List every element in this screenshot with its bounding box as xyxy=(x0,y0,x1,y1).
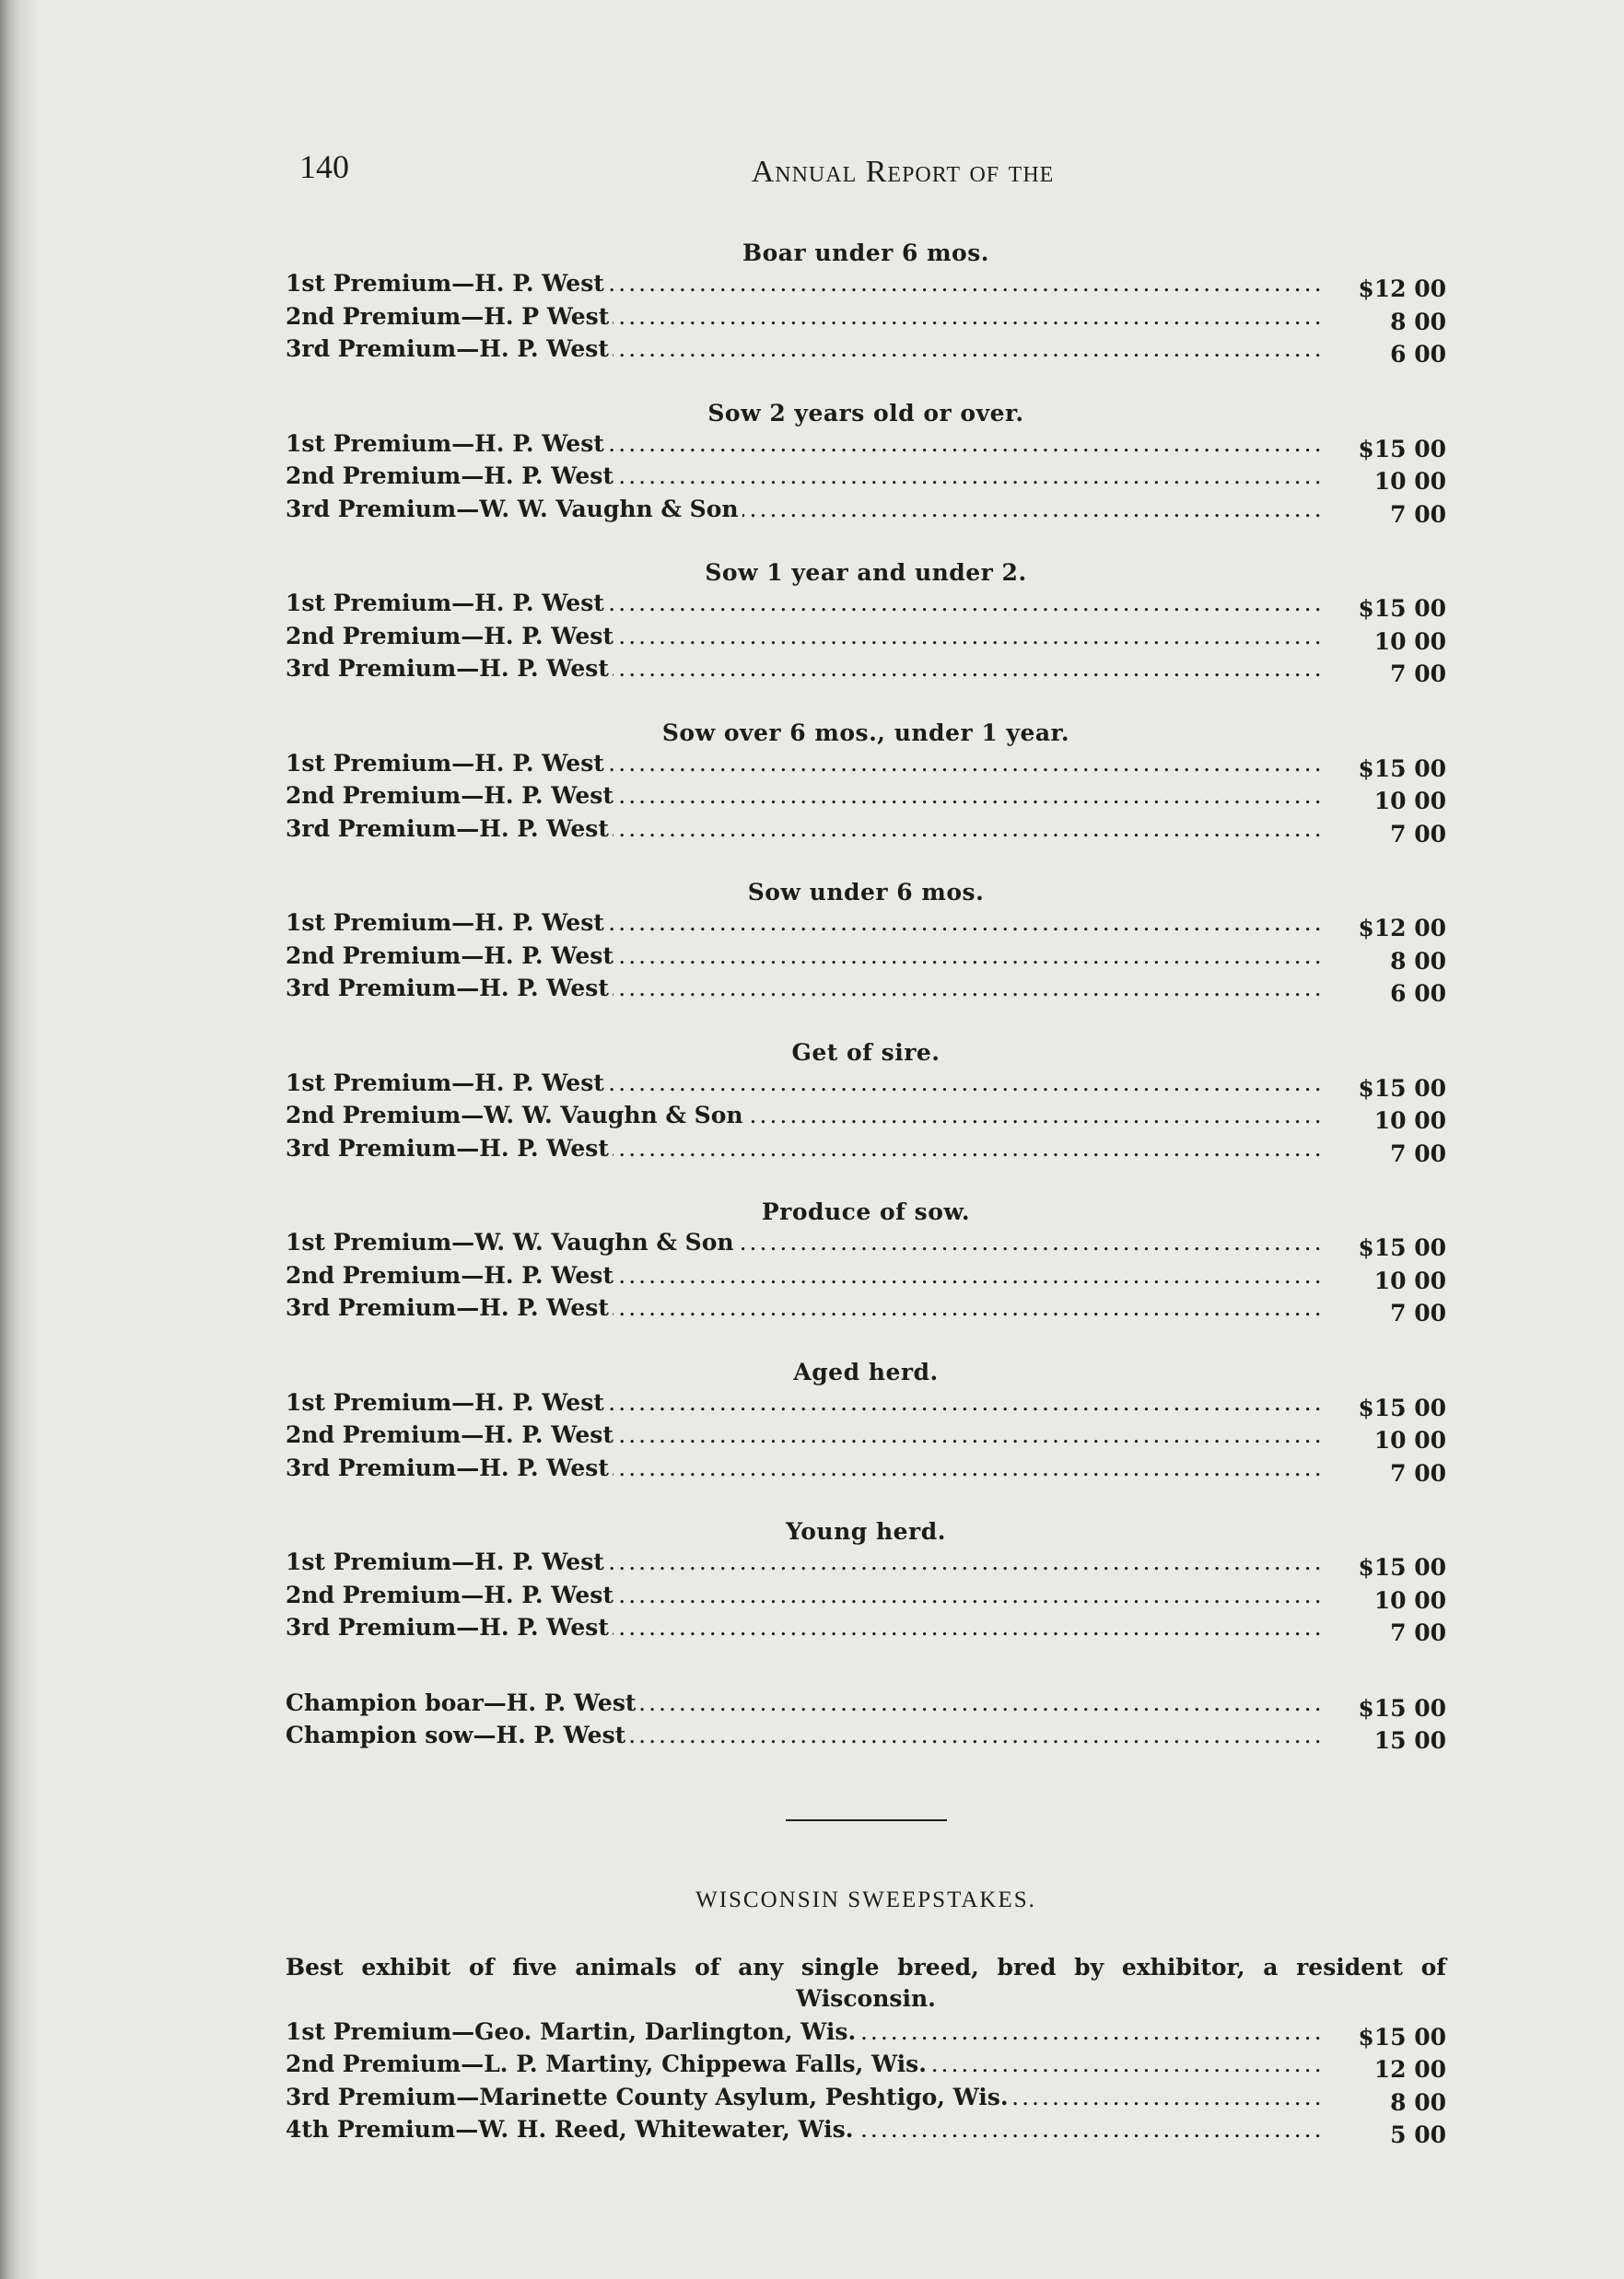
section-divider xyxy=(786,1819,947,1821)
premium-entry-text: 3rd Premium—H. P. West xyxy=(286,1294,613,1321)
premium-row xyxy=(286,2051,1446,2084)
premium-sections xyxy=(286,240,1446,1755)
premium-entry xyxy=(286,1549,1326,1575)
section-title: Get of sire. xyxy=(791,1038,941,1066)
premium-amount: $15 00 xyxy=(1358,1234,1446,1261)
premium-entry-text: 3rd Premium—H. P. West xyxy=(286,975,613,1001)
premium-entry xyxy=(286,590,1326,616)
premium-entry xyxy=(286,655,1326,682)
premium-amount: 10 00 xyxy=(1373,1107,1446,1134)
premium-amount: 7 00 xyxy=(1390,1459,1446,1487)
premium-row xyxy=(286,750,1446,783)
page-number: 140 xyxy=(299,148,349,185)
running-head xyxy=(286,138,1446,193)
premium-entry-text: 1st Premium—H. P. West xyxy=(286,270,608,297)
premium-entry xyxy=(286,270,1326,297)
premium-entry-text: 3rd Premium—H. P. West xyxy=(286,335,613,362)
premium-amount: 7 00 xyxy=(1390,1140,1446,1167)
premium-amount: $15 00 xyxy=(1358,1694,1446,1722)
premium-row xyxy=(286,430,1446,463)
running-title: Annual Report of the xyxy=(751,155,1055,189)
premium-amount: 8 00 xyxy=(1390,2088,1446,2116)
premium-entry-text: 1st Premium—H. P. West xyxy=(286,1549,608,1575)
premium-entry xyxy=(286,1689,1326,1716)
premium-row xyxy=(286,909,1446,942)
section-title: Produce of sow. xyxy=(761,1198,971,1225)
premium-entry xyxy=(286,909,1326,936)
section-title: Sow 2 years old or over. xyxy=(707,399,1024,427)
premium-section xyxy=(286,719,1446,848)
section-title: Sow over 6 mos., under 1 year. xyxy=(661,719,1070,746)
premium-entry xyxy=(286,1421,1326,1448)
premium-amount: 7 00 xyxy=(1390,500,1446,528)
premium-row xyxy=(286,1262,1446,1295)
premium-amount: $15 00 xyxy=(1358,1394,1446,1421)
premium-amount: 7 00 xyxy=(1390,1619,1446,1646)
premium-amount: 15 00 xyxy=(1373,1727,1446,1754)
premium-row xyxy=(286,270,1446,303)
premium-amount: 6 00 xyxy=(1390,341,1446,368)
premium-entry-text: 3rd Premium—H. P. West xyxy=(286,1135,613,1162)
premium-row xyxy=(286,1722,1446,1755)
premium-row xyxy=(286,1135,1446,1168)
premium-entry-text: 2nd Premium—H. P. West xyxy=(286,623,617,649)
premium-amount: 10 00 xyxy=(1373,1427,1446,1454)
premium-entry xyxy=(286,942,1326,969)
premium-section xyxy=(286,1359,1446,1488)
premium-entry-text: 3rd Premium—Marinette County Asylum, Peshtigo, Wis. xyxy=(286,2084,1012,2110)
premium-entry xyxy=(286,303,1326,330)
premium-section xyxy=(286,559,1446,688)
premium-amount: $15 00 xyxy=(1358,1554,1446,1581)
premium-entry xyxy=(286,1262,1326,1289)
premium-row xyxy=(286,1582,1446,1615)
premium-entry xyxy=(286,1614,1326,1641)
premium-row xyxy=(286,590,1446,623)
premium-entry-text: Champion sow—H. P. West xyxy=(286,1722,629,1748)
premium-entry xyxy=(286,750,1326,777)
premium-amount: $15 00 xyxy=(1358,595,1446,622)
sweepstakes-premium-list xyxy=(286,2018,1446,2149)
premium-entry-text: 1st Premium—W. W. Vaughn & Son xyxy=(286,1229,738,1256)
premium-entry xyxy=(286,1455,1326,1481)
premium-row xyxy=(286,2116,1446,2149)
premium-row xyxy=(286,623,1446,656)
premium-section xyxy=(286,400,1446,529)
premium-entry-text: 2nd Premium—H. P. West xyxy=(286,462,617,489)
premium-amount: 8 00 xyxy=(1390,947,1446,975)
premium-row xyxy=(286,496,1446,529)
premium-section xyxy=(286,1198,1446,1327)
premium-amount: 6 00 xyxy=(1390,980,1446,1007)
premium-row xyxy=(286,1294,1446,1327)
premium-entry-text: 1st Premium—H. P. West xyxy=(286,750,608,777)
premium-amount: 10 00 xyxy=(1373,627,1446,655)
premium-amount: $15 00 xyxy=(1358,435,1446,462)
premium-entry xyxy=(286,2051,1326,2077)
premium-entry xyxy=(286,2116,1326,2143)
premium-row xyxy=(286,1689,1446,1723)
premium-section xyxy=(286,1689,1446,1755)
premium-section xyxy=(286,240,1446,368)
sweepstakes-title: WISCONSIN SWEEPSTAKES. xyxy=(695,1887,1036,1912)
premium-entry-text: 1st Premium—H. P. West xyxy=(286,1069,608,1096)
premium-entry-text: 2nd Premium—H. P. West xyxy=(286,782,617,809)
premium-amount: 10 00 xyxy=(1373,468,1446,495)
premium-row xyxy=(286,1421,1446,1455)
premium-entry xyxy=(286,815,1326,842)
premium-section xyxy=(286,1039,1446,1168)
premium-row xyxy=(286,1389,1446,1422)
premium-entry-text: 4th Premium—W. H. Reed, Whitewater, Wis. xyxy=(286,2116,857,2143)
premium-row xyxy=(286,782,1446,815)
document-page xyxy=(286,138,1446,2149)
premium-entry xyxy=(286,2018,1326,2045)
premium-entry-text: 2nd Premium—W. W. Vaughn & Son xyxy=(286,1102,747,1128)
section-title: Young herd. xyxy=(786,1518,946,1545)
premium-entry xyxy=(286,1582,1326,1608)
premium-entry-text: 1st Premium—H. P. West xyxy=(286,909,608,936)
premium-entry xyxy=(286,623,1326,649)
premium-entry xyxy=(286,430,1326,457)
premium-amount: 10 00 xyxy=(1373,1586,1446,1614)
premium-row xyxy=(286,975,1446,1008)
premium-amount: 12 00 xyxy=(1373,2056,1446,2083)
premium-entry xyxy=(286,1722,1326,1748)
premium-row xyxy=(286,1455,1446,1488)
premium-entry xyxy=(286,1102,1326,1128)
premium-entry xyxy=(286,1229,1326,1256)
premium-row xyxy=(286,2084,1446,2117)
premium-entry xyxy=(286,975,1326,1001)
premium-entry xyxy=(286,462,1326,489)
premium-row xyxy=(286,1069,1446,1103)
premium-entry-text: 2nd Premium—L. P. Martiny, Chippewa Falls, Wis. xyxy=(286,2051,930,2077)
premium-entry-text: 2nd Premium—H. P. West xyxy=(286,1262,617,1289)
premium-amount: 10 00 xyxy=(1373,788,1446,814)
premium-row xyxy=(286,2018,1446,2051)
premium-amount: $12 00 xyxy=(1358,915,1446,941)
premium-row xyxy=(286,1102,1446,1135)
premium-entry-text: 3rd Premium—H. P. West xyxy=(286,815,613,842)
premium-row xyxy=(286,1614,1446,1647)
premium-entry-text: 1st Premium—Geo. Martin, Darlington, Wis. xyxy=(286,2018,859,2045)
premium-row xyxy=(286,942,1446,976)
premium-row xyxy=(286,655,1446,688)
section-title: Sow under 6 mos. xyxy=(747,879,985,906)
premium-section xyxy=(286,1518,1446,1647)
premium-amount: $15 00 xyxy=(1358,2023,1446,2051)
premium-entry-text: 2nd Premium—H. P. West xyxy=(286,1421,617,1448)
premium-entry xyxy=(286,1389,1326,1416)
premium-row xyxy=(286,815,1446,848)
premium-row xyxy=(286,1549,1446,1582)
premium-amount: 7 00 xyxy=(1390,1300,1446,1326)
premium-entry-text: 3rd Premium—W. W. Vaughn & Son xyxy=(286,496,742,522)
premium-row xyxy=(286,1229,1446,1262)
section-title: Boar under 6 mos. xyxy=(742,240,989,266)
premium-entry xyxy=(286,496,1326,522)
premium-entry-text: 3rd Premium—H. P. West xyxy=(286,655,613,682)
premium-entry-text: 1st Premium—H. P. West xyxy=(286,590,608,616)
premium-entry-text: 2nd Premium—H. P. West xyxy=(286,1582,617,1608)
premium-amount: 7 00 xyxy=(1390,820,1446,847)
premium-entry-text: 2nd Premium—H. P West xyxy=(286,303,613,330)
premium-entry xyxy=(286,335,1326,362)
premium-entry-text: 2nd Premium—H. P. West xyxy=(286,942,617,969)
premium-entry xyxy=(286,782,1326,809)
premium-row xyxy=(286,335,1446,368)
premium-amount: 7 00 xyxy=(1390,660,1446,687)
sweepstakes-description: Best exhibit of five animals of any single breed, bred by exhibitor, a resident of Wisconsin. xyxy=(286,1953,1446,2012)
premium-entry-text: 3rd Premium—H. P. West xyxy=(286,1455,613,1481)
premium-row xyxy=(286,303,1446,336)
premium-amount: $15 00 xyxy=(1358,1074,1446,1102)
premium-amount: $12 00 xyxy=(1358,275,1446,302)
premium-entry-text: 3rd Premium—H. P. West xyxy=(286,1614,613,1641)
premium-amount: 10 00 xyxy=(1373,1267,1446,1294)
premium-amount: 5 00 xyxy=(1390,2121,1446,2148)
premium-entry xyxy=(286,1069,1326,1096)
premium-section xyxy=(286,879,1446,1008)
premium-entry xyxy=(286,1135,1326,1162)
premium-entry xyxy=(286,2084,1326,2110)
premium-row xyxy=(286,462,1446,496)
premium-entry-text: 1st Premium—H. P. West xyxy=(286,1389,608,1416)
section-title: Aged herd. xyxy=(793,1358,939,1385)
premium-entry xyxy=(286,1294,1326,1321)
section-title: Sow 1 year and under 2. xyxy=(705,559,1027,586)
premium-entry-text: Champion boar—H. P. West xyxy=(286,1689,639,1716)
premium-entry-text: 1st Premium—H. P. West xyxy=(286,430,608,457)
book-binding-edge xyxy=(0,0,37,2279)
premium-amount: $15 00 xyxy=(1358,754,1446,782)
premium-amount: 8 00 xyxy=(1390,308,1446,335)
